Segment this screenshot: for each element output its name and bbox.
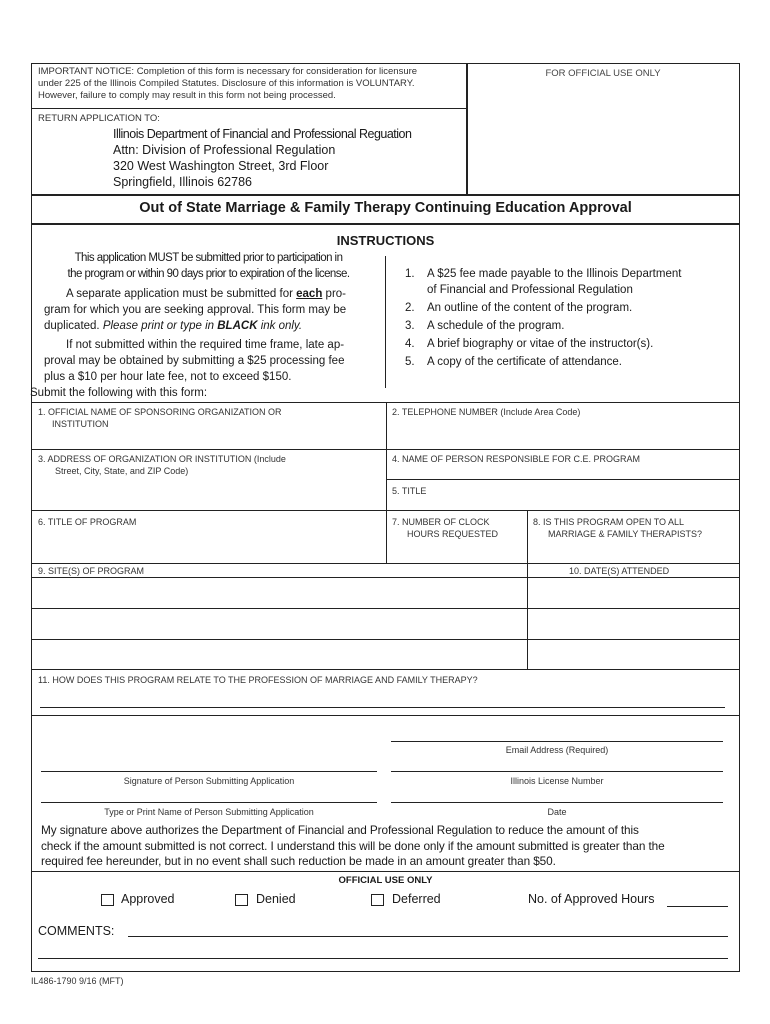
form-id: IL486-1790 9/16 (MFT) xyxy=(31,976,124,986)
official-use-heading: OFFICIAL USE ONLY xyxy=(338,875,433,886)
required-items-list xyxy=(405,266,735,370)
date-label: Date xyxy=(547,807,567,817)
instructions-left: This application MUST be submitted prior to participation in the program or within 90 days prior to expiration of the license. A separate application must be submitted for each pro- gram for which you are seeking approval. This form may be duplicated. Please print or type in BLACK ink only. If not submitted within the required time frame, late ap- proval may be obtained by submitting a $25 processing fee plus a $10 per hour late fee, not to exceed $150. Submit the following with this form: xyxy=(30,252,350,399)
comments-line-1[interactable] xyxy=(128,936,728,937)
grid-col xyxy=(527,510,528,670)
grid-rule xyxy=(31,608,740,609)
return-label: RETURN APPLICATION TO: xyxy=(38,113,160,124)
field-program-title[interactable]: 6. TITLE OF PROGRAM xyxy=(38,517,137,527)
list-item: 4. A brief biography or vitae of the instructor(s). xyxy=(405,338,654,350)
grid-col xyxy=(386,402,387,564)
instructions-divider xyxy=(385,256,386,388)
list-item: 3. A schedule of the program. xyxy=(405,320,565,332)
signature-label: Signature of Person Submitting Application xyxy=(123,776,295,786)
field-dates-attended[interactable]: 10. DATE(S) ATTENDED xyxy=(569,566,670,576)
field-clock-hours[interactable]: 7. NUMBER OF CLOCK HOURS REQUESTED xyxy=(392,517,499,539)
grid-rule xyxy=(31,639,740,640)
official-top-rule xyxy=(31,871,740,872)
typed-name-label: Type or Print Name of Person Submitting Application xyxy=(104,807,314,817)
notice-divider xyxy=(31,108,467,109)
signature-line[interactable] xyxy=(41,771,377,772)
approved-label: Approved xyxy=(121,892,175,906)
field-org-address[interactable]: 3. ADDRESS OF ORGANIZATION OR INSTITUTION (Include Street, City, State, and ZIP Code) xyxy=(38,454,286,476)
date-line[interactable] xyxy=(391,802,723,803)
typed-name-line[interactable] xyxy=(41,802,377,803)
comments-line-2[interactable] xyxy=(38,958,728,959)
title-bottom-rule xyxy=(31,223,740,225)
comments-label: COMMENTS: xyxy=(38,924,115,938)
header-divider-vertical xyxy=(466,63,468,194)
instructions-heading: INSTRUCTIONS xyxy=(336,233,435,248)
deferred-label: Deferred xyxy=(392,892,441,906)
authorization-statement: My signature above authorizes the Department of Financial and Professional Regulation to reduce the amount of this check if the amount submitted is not correct. I understand this will be done only if the amount submitted is greater than the required fee hereunder, but in no event shall such reduction be made in an amount greater than $50. xyxy=(41,823,665,868)
field-program-sites[interactable]: 9. SITE(S) OF PROGRAM xyxy=(38,566,145,576)
email-line[interactable] xyxy=(391,741,723,742)
field-telephone[interactable]: 2. TELEPHONE NUMBER (Include Area Code) xyxy=(392,407,581,417)
denied-label: Denied xyxy=(256,892,296,906)
grid-rule xyxy=(31,577,740,578)
grid-rule xyxy=(31,715,740,716)
grid-rule xyxy=(386,479,740,480)
list-item: 2. An outline of the content of the program. xyxy=(405,302,633,314)
field-responsible-person[interactable]: 4. NAME OF PERSON RESPONSIBLE FOR C.E. PROGRAM xyxy=(392,454,641,464)
grid-rule xyxy=(31,669,740,670)
field-relation-to-profession[interactable]: 11. HOW DOES THIS PROGRAM RELATE TO THE PROFESSION OF MARRIAGE AND FAMILY THERAPY? xyxy=(38,675,478,685)
deferred-checkbox[interactable] xyxy=(371,894,384,906)
denied-checkbox[interactable] xyxy=(235,894,248,906)
license-line[interactable] xyxy=(391,771,723,772)
field-person-title[interactable]: 5. TITLE xyxy=(392,486,427,496)
approved-checkbox[interactable] xyxy=(101,894,114,906)
important-notice: IMPORTANT NOTICE: Completion of this form is necessary for consideration for licensure under 225 of the Illinois Compiled Statutes. Disclosure of this information is VOLUNTARY. However, failure to comply may result in this form not being processed. xyxy=(38,66,418,101)
list-item-cont: of Financial and Professional Regulation xyxy=(427,284,633,296)
field-org-name[interactable]: 1. OFFICIAL NAME OF SPONSORING ORGANIZATION OR INSTITUTION xyxy=(38,407,282,429)
list-item: 5. A copy of the certificate of attendance. xyxy=(405,356,622,368)
field-open-to-all[interactable]: 8. IS THIS PROGRAM OPEN TO ALL MARRIAGE & FAMILY THERAPISTS? xyxy=(533,517,703,539)
license-label: Illinois License Number xyxy=(510,776,604,786)
relation-answer-line[interactable] xyxy=(40,707,725,708)
official-use-header: FOR OFFICIAL USE ONLY xyxy=(545,68,661,79)
list-item: 1. A $25 fee made payable to the Illinois Department xyxy=(405,268,682,280)
approved-hours-line[interactable] xyxy=(667,906,728,907)
return-address: Illinois Department of Financial and Professional Reguation Attn: Division of Professional Regulation 320 West Washington Street, 3rd Floor Springfield, Illinois 62786 xyxy=(113,127,412,189)
page-title: Out of State Marriage & Family Therapy Continuing Education Approval xyxy=(139,200,632,216)
approved-hours-label: No. of Approved Hours xyxy=(528,892,655,906)
email-label: Email Address (Required) xyxy=(505,745,609,755)
title-top-rule xyxy=(31,194,740,196)
